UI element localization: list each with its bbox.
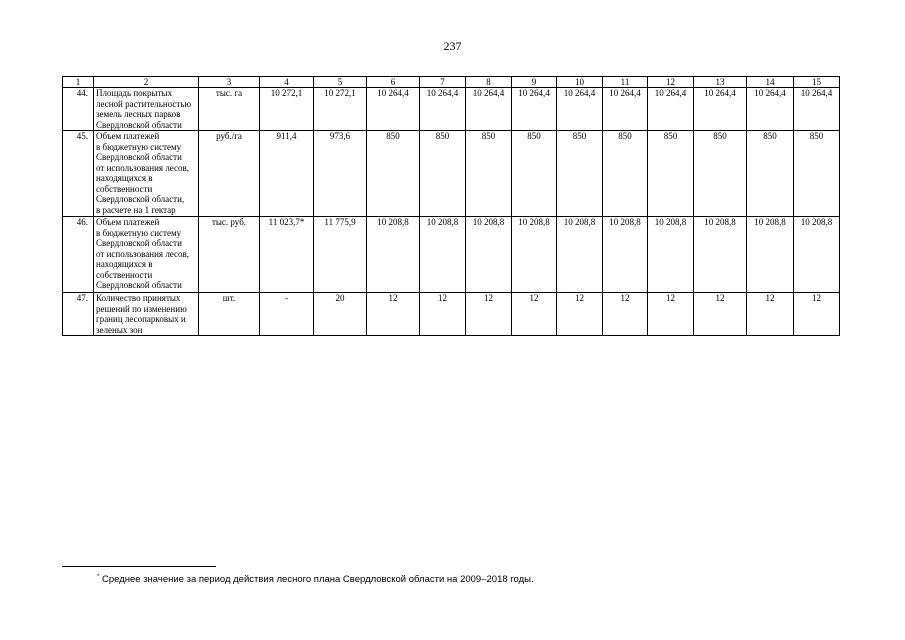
value-cell: 850 bbox=[367, 131, 420, 217]
unit-cell: тыс. руб. bbox=[199, 217, 260, 293]
value-cell: 850 bbox=[747, 131, 794, 217]
value-cell: 850 bbox=[557, 131, 603, 217]
header-cell-10: 10 bbox=[557, 77, 603, 88]
header-cell-2: 2 bbox=[94, 77, 199, 88]
value-cell: 850 bbox=[648, 131, 694, 217]
header-cell-1: 1 bbox=[63, 77, 94, 88]
value-cell: 12 bbox=[603, 293, 648, 336]
value-cell: 850 bbox=[603, 131, 648, 217]
header-cell-5: 5 bbox=[314, 77, 367, 88]
value-cell: 973,6 bbox=[314, 131, 367, 217]
table-row bbox=[63, 88, 840, 131]
value-cell: 12 bbox=[466, 293, 512, 336]
value-cell: 12 bbox=[694, 293, 747, 336]
header-cell-15: 15 bbox=[794, 77, 840, 88]
value-cell: 850 bbox=[694, 131, 747, 217]
value-cell: 10 208,8 bbox=[367, 217, 420, 293]
value-cell: 10 264,4 bbox=[512, 88, 557, 131]
value-cell: 10 208,8 bbox=[557, 217, 603, 293]
value-cell: 12 bbox=[420, 293, 466, 336]
table-header-row bbox=[63, 77, 840, 88]
value-cell: - bbox=[260, 293, 314, 336]
value-cell: 10 264,4 bbox=[557, 88, 603, 131]
data-table bbox=[62, 76, 840, 336]
value-cell: 850 bbox=[794, 131, 840, 217]
table-row bbox=[63, 131, 840, 217]
value-cell: 850 bbox=[512, 131, 557, 217]
value-cell: 20 bbox=[314, 293, 367, 336]
value-cell: 10 208,8 bbox=[420, 217, 466, 293]
value-cell: 850 bbox=[420, 131, 466, 217]
value-cell: 12 bbox=[747, 293, 794, 336]
header-cell-12: 12 bbox=[648, 77, 694, 88]
header-cell-4: 4 bbox=[260, 77, 314, 88]
value-cell: 12 bbox=[648, 293, 694, 336]
value-cell: 12 bbox=[557, 293, 603, 336]
table-row bbox=[63, 217, 840, 293]
value-cell: 10 208,8 bbox=[648, 217, 694, 293]
header-cell-14: 14 bbox=[747, 77, 794, 88]
indicator-name-cell: Объем платежей в бюджетную систему Свердловской области от использования лесов, находящихся в собственности Свердловской области, в расчете на 1 гектар bbox=[94, 131, 199, 217]
footnote-divider bbox=[62, 566, 216, 567]
value-cell: 12 bbox=[367, 293, 420, 336]
table-row bbox=[63, 293, 840, 336]
value-cell: 10 264,4 bbox=[420, 88, 466, 131]
value-cell: 10 208,8 bbox=[747, 217, 794, 293]
header-cell-6: 6 bbox=[367, 77, 420, 88]
value-cell: 12 bbox=[794, 293, 840, 336]
row-number-cell: 47. bbox=[63, 293, 94, 336]
value-cell: 10 272,1 bbox=[260, 88, 314, 131]
value-cell: 10 264,4 bbox=[694, 88, 747, 131]
unit-cell: тыс. га bbox=[199, 88, 260, 131]
header-cell-7: 7 bbox=[420, 77, 466, 88]
footnote-text: Среднее значение за период действия лесного плана Свердловской области на 2009–2018 годы. bbox=[101, 574, 534, 585]
row-number-cell: 44. bbox=[63, 88, 94, 131]
unit-cell: шт. bbox=[199, 293, 260, 336]
value-cell: 12 bbox=[512, 293, 557, 336]
value-cell: 10 272,1 bbox=[314, 88, 367, 131]
value-cell: 10 264,4 bbox=[367, 88, 420, 131]
value-cell: 10 264,4 bbox=[466, 88, 512, 131]
row-number-cell: 46. bbox=[63, 217, 94, 293]
value-cell: 10 264,4 bbox=[747, 88, 794, 131]
indicator-name-cell: Объем платежей в бюджетную систему Свердловской области от использования лесов, находящихся в собственности Свердловской области bbox=[94, 217, 199, 293]
value-cell: 911,4 bbox=[260, 131, 314, 217]
unit-cell: руб./га bbox=[199, 131, 260, 217]
value-cell: 10 264,4 bbox=[794, 88, 840, 131]
header-cell-8: 8 bbox=[466, 77, 512, 88]
value-cell: 10 208,8 bbox=[694, 217, 747, 293]
value-cell: 10 208,8 bbox=[512, 217, 557, 293]
value-cell: 11 775,9 bbox=[314, 217, 367, 293]
header-cell-3: 3 bbox=[199, 77, 260, 88]
page-number: 237 bbox=[443, 39, 462, 53]
value-cell: 850 bbox=[466, 131, 512, 217]
value-cell: 11 023,7* bbox=[260, 217, 314, 293]
value-cell: 10 264,4 bbox=[603, 88, 648, 131]
value-cell: 10 208,8 bbox=[603, 217, 648, 293]
footnote bbox=[97, 574, 534, 585]
row-number-cell: 45. bbox=[63, 131, 94, 217]
indicator-name-cell: Площадь покрытых лесной растительностью земель лесных парков Свердловской области bbox=[94, 88, 199, 131]
value-cell: 10 208,8 bbox=[466, 217, 512, 293]
header-cell-11: 11 bbox=[603, 77, 648, 88]
value-cell: 10 208,8 bbox=[794, 217, 840, 293]
footnote-marker: * bbox=[97, 573, 100, 580]
value-cell: 10 264,4 bbox=[648, 88, 694, 131]
header-cell-9: 9 bbox=[512, 77, 557, 88]
indicator-name-cell: Количество принятых решений по изменению границ лесопарковых и зеленых зон bbox=[94, 293, 199, 336]
header-cell-13: 13 bbox=[694, 77, 747, 88]
